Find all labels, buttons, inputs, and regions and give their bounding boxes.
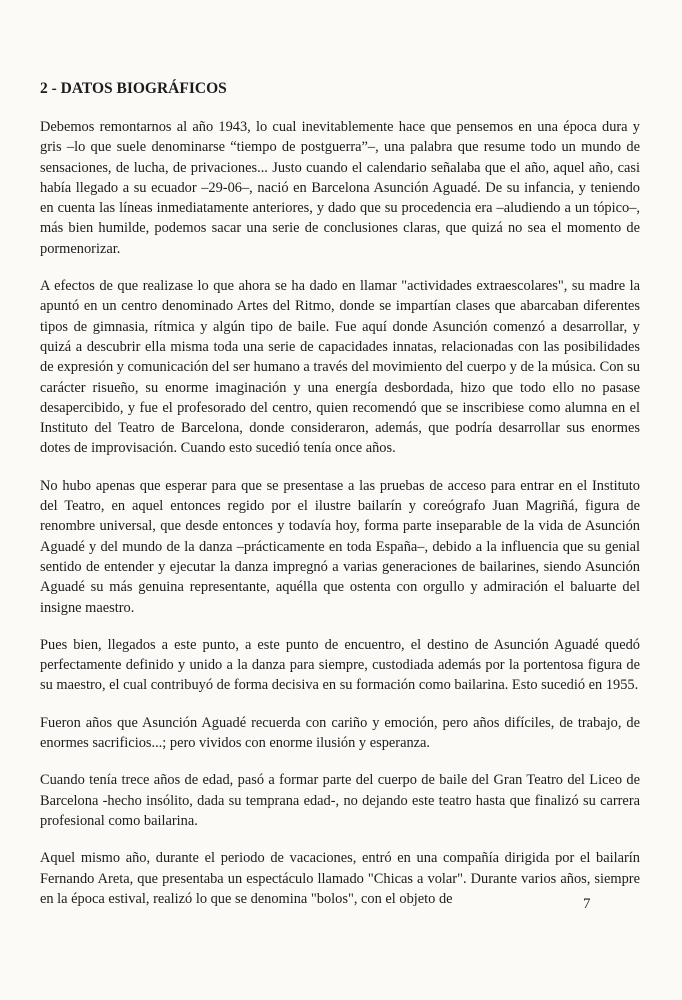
- document-body: [40, 117, 640, 926]
- paragraph: Fueron años que Asunción Aguadé recuerda con cariño y emoción, pero años difíciles, de trabajo, de enormes sacrificios...; pero vividos con enorme ilusión y esperanza.: [40, 714, 640, 752]
- section-heading: 2 - DATOS BIOGRÁFICOS: [40, 80, 227, 97]
- paragraph: A efectos de que realizase lo que ahora se ha dado en llamar "actividades extraescolares", su madre la apuntó en un centro denominado Artes del Ritmo, donde se impartían clases que abarcaban diferentes tipos de gimnasia, rítmica y algún tipo de baile. Fue aquí donde Asunción comenzó a desarrollar, y quizá a descubrir ella misma toda una serie de capacidades innatas, relacionadas con las posibilidades de expresión y comunicación del ser humano a través del movimiento del cuerpo y de la música. Con su carácter risueño, su enorme imaginación y una energía desbordada, hizo que todo ello no pasase desapercibido, y fue el profesorado del centro, quien recomendó que se inscribiese como alumna en el Instituto del Teatro de Barcelona, donde consideraron, además, que podría desarrollar sus enormes dotes de improvisación. Cuando esto sucedió tenía once años.: [40, 278, 640, 457]
- paragraph: Debemos remontarnos al año 1943, lo cual inevitablemente hace que pensemos en una época dura y gris –lo que suele denominarse “tiempo de postguerra”–, una palabra que resume todo un mundo de sensaciones, de lucha, de privaciones... Justo cuando el calendario señalaba que el año, aquel año, casi había llegado a su ecuador –29-06–, nació en Barcelona Asunción Aguadé. De su infancia, y teniendo en cuenta las líneas inmediatamente anteriores, y dado que su procedencia era –aludiendo a un tópico–, más bien humilde, podemos sacar una serie de conclusiones claras, que quizá no sea el momento de pormenorizar.: [40, 119, 640, 257]
- paragraph: Pues bien, llegados a este punto, a este punto de encuentro, el destino de Asunción Aguadé quedó perfectamente definido y unido a la danza para siempre, custodiada además por la portentosa figura de su maestro, el cual contribuyó de forma decisiva en su formación como bailarina. Esto sucedió en 1955.: [40, 636, 640, 694]
- paragraph: Cuando tenía trece años de edad, pasó a formar parte del cuerpo de baile del Gran Teatro del Liceo de Barcelona -hecho insólito, dada su temprana edad-, no dejando este teatro hasta que finalizó su carrera profesional como bailarina.: [40, 772, 640, 829]
- paragraph: No hubo apenas que esperar para que se presentase a las pruebas de acceso para entrar en el Instituto del Teatro, en aquel entonces regido por el ilustre bailarín y coreógrafo Juan Magriñá, figura de renombre universal, que desde entonces y todavía hoy, forma parte inseparable de la vida de Asunción Aguadé y del mundo de la danza –prácticamente en toda España–, debido a la influencia que su genial sentido de entender y ejecutar la danza impregnó a varias generaciones de bailarines, siendo Asunción Aguadé su más genuina representante, aquélla que ostenta con orgullo y admiración el baluarte del insigne maestro.: [40, 477, 640, 616]
- page-number: 7: [583, 896, 591, 912]
- paragraph: Aquel mismo año, durante el periodo de vacaciones, entró en una compañía dirigida por el bailarín Fernando Areta, que presentaba un espectáculo llamado "Chicas a volar". Durante varios años, siempre en la época estival, realizó lo que se denomina "bolos", con el objeto de: [40, 850, 640, 907]
